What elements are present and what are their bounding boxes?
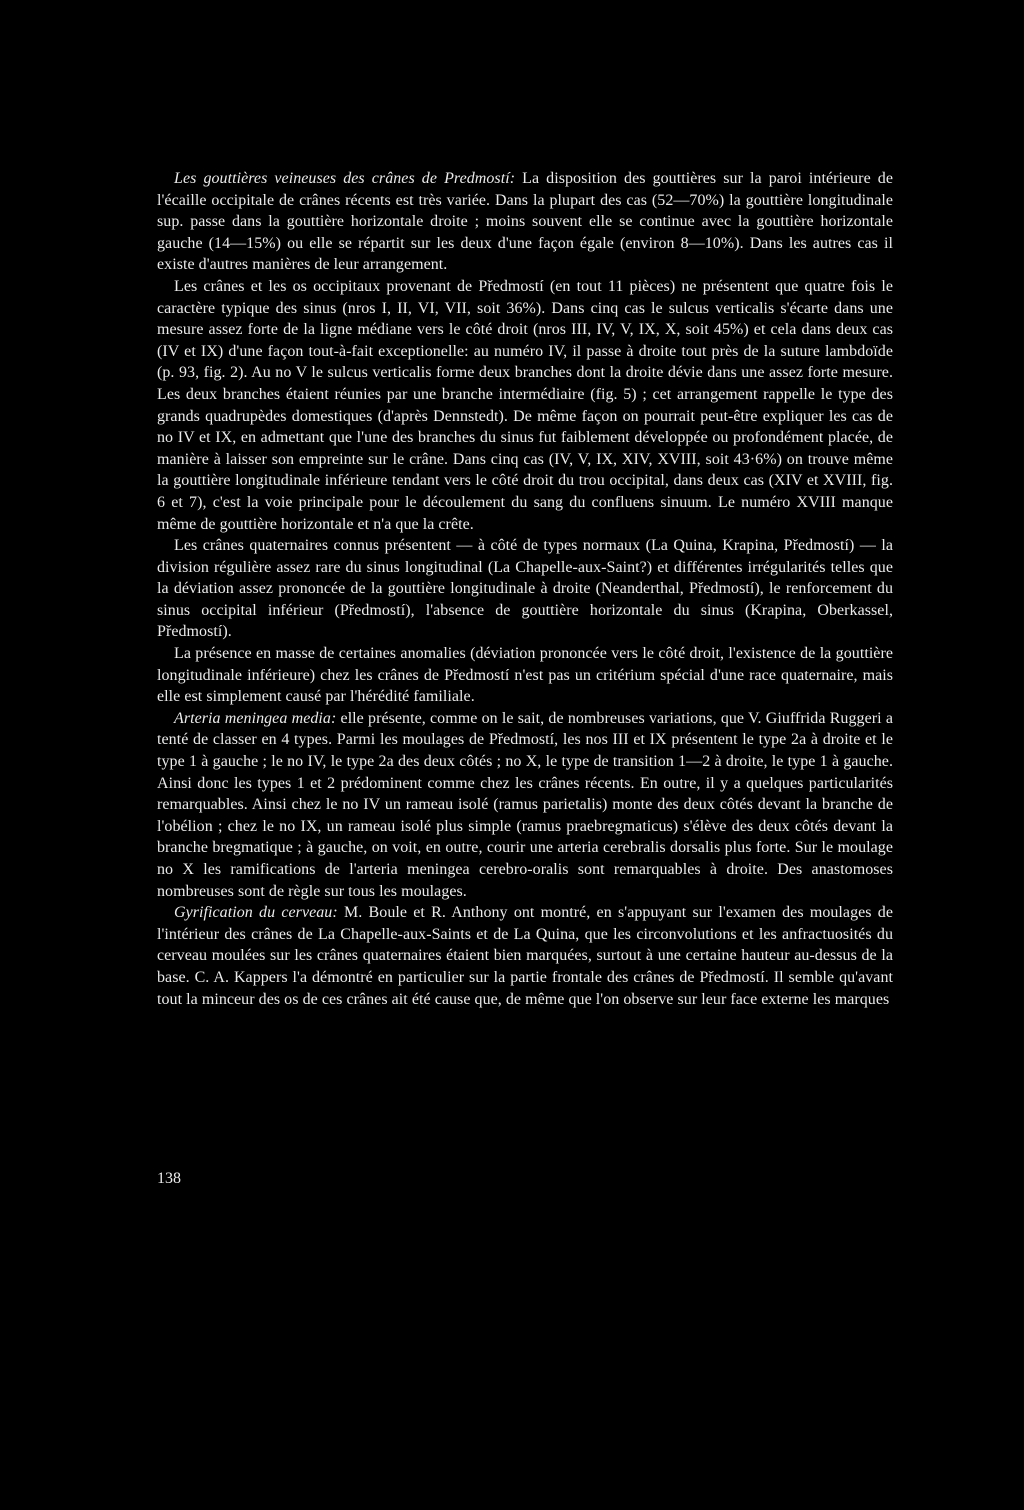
- document-body: [157, 168, 893, 1010]
- paragraph-text: La disposition des gouttières sur la paroi intérieure de l'écaille occipitale de crânes récents est très variée. Dans la plupart des cas (52—70%) la gouttière longitudinale sup. passe dans la gouttière horizontale droite ; moins souvent elle se continue avec la gouttière horizontale gauche (14—15%) ou elle se répartit sur les deux d'une façon égale (environ 8—10%). Dans les autres cas il existe d'autres manières de leur arrangement.: [157, 170, 893, 274]
- paragraph-lead: Arteria meningea media:: [174, 709, 337, 727]
- paragraph-text: elle présente, comme on le sait, de nombreuses variations, que V. Giuffrida Ruggeri a tenté de classer en 4 types. Parmi les moulages de Předmostí, les nos III et IX présentent le type 2a à droite et le type 1 à gauche ; le no IV, le type 2a des deux côtés ; no X, le type de transition 1—2 à droite, le type 1 à gauche. Ainsi donc les types 1 et 2 prédominent comme chez les crânes récents. En outre, il y a quelques particularités remarquables. Ainsi chez le no IV un rameau isolé (ramus parietalis) monte des deux côtés devant la branche de l'obélion ; chez le no IX, un rameau isolé plus simple (ramus praebregmaticus) s'élève des deux côtés devant la branche bregmatique ; à gauche, on voit, en outre, courir une arteria cerebralis dorsalis plus forte. Sur le moulage no X les ramifications de l'arteria meningea cerebro-oralis sont remarquables à droite. Des anastomoses nombreuses sont de règle sur tous les moulages.: [157, 709, 893, 900]
- paragraph-text: Les crânes et les os occipitaux provenant de Předmostí (en tout 11 pièces) ne présentent que quatre fois le caractère typique des sinus (nros I, II, VI, VII, soit 36%). Dans cinq cas le sulcus verticalis s'écarte dans une mesure assez forte de la ligne médiane vers le côté droit (nros III, IV, V, IX, X, soit 45%) et cela dans deux cas (IV et IX) d'une façon tout-à-fait exceptionelle: au numéro IV, il passe à droite tout près de la suture lambdoïde (p. 93, fig. 2). Au no V le sulcus verticalis forme deux branches dont la droite dévie dans une assez forte mesure. Les deux branches étaient réunies par une branche intermédiaire (fig. 5) ; cet arrangement rappelle le type des grands quadrupèdes domestiques (d'après Dennstedt). De même façon on pourrait peut-être expliquer les cas de no IV et IX, en admettant que l'une des branches du sinus fut faiblement développée ou profondément placée, de manière à laisser son empreinte sur le crâne. Dans cinq cas (IV, V, IX, XIV, XVIII, soit 43·6%) on trouve même la gouttière longitudinale inférieure tendant vers le côté droit du trou occipital, dans deux cas (XIV et XVIII, fig. 6 et 7), c'est la voie principale pour le découlement du sang du confluens sinuum. Le numéro XVIII manque même de gouttière horizontale et n'a que la crête.: [157, 277, 893, 533]
- paragraph: [157, 643, 893, 708]
- paragraph-lead: Gyrification du cerveau:: [174, 904, 338, 922]
- paragraph-text: Les crânes quaternaires connus présentent — à côté de types normaux (La Quina, Krapina, Předmostí) — la division régulière assez rare du sinus longitudinal (La Chapelle-aux-Saint?) et différentes irrégularités telles que la déviation assez prononcée de la gouttière longitudinale à droite (Neanderthal, Předmostí), le renforcement du sinus occipital inférieur (Předmostí), l'absence de gouttière horizontale du sinus (Krapina, Oberkassel, Předmostí).: [157, 537, 893, 641]
- paragraph: [157, 535, 893, 643]
- paragraph: [157, 168, 893, 276]
- page-number: 138: [157, 1170, 181, 1187]
- paragraph: [157, 708, 893, 902]
- paragraph-lead: Les gouttières veineuses des crânes de Predmostí:: [174, 170, 516, 187]
- paragraph-text: M. Boule et R. Anthony ont montré, en s'appuyant sur l'examen des moulages de l'intérieur des crânes de La Chapelle-aux-Saints et de La Quina, que les circonvolutions et les anfractuosités du cerveau moulées sur les crânes quaternaires étaient bien marquées, surtout à une certaine hauteur au-dessus de la base. C. A. Kappers l'a démontré en particulier sur la partie frontale des crânes de Předmostí. Il semble qu'avant tout la minceur des os de ces crânes ait été cause que, de même que l'on observe sur leur face externe les marques: [157, 904, 893, 1008]
- paragraph-text: La présence en masse de certaines anomalies (déviation prononcée vers le côté droit, l'existence de la gouttière longitudinale inférieure) chez les crânes de Předmostí n'est pas un critérium spécial d'une race quaternaire, mais elle est simplement causé par l'hérédité familiale.: [157, 645, 893, 706]
- paragraph: [157, 902, 893, 1010]
- paragraph: [157, 276, 893, 535]
